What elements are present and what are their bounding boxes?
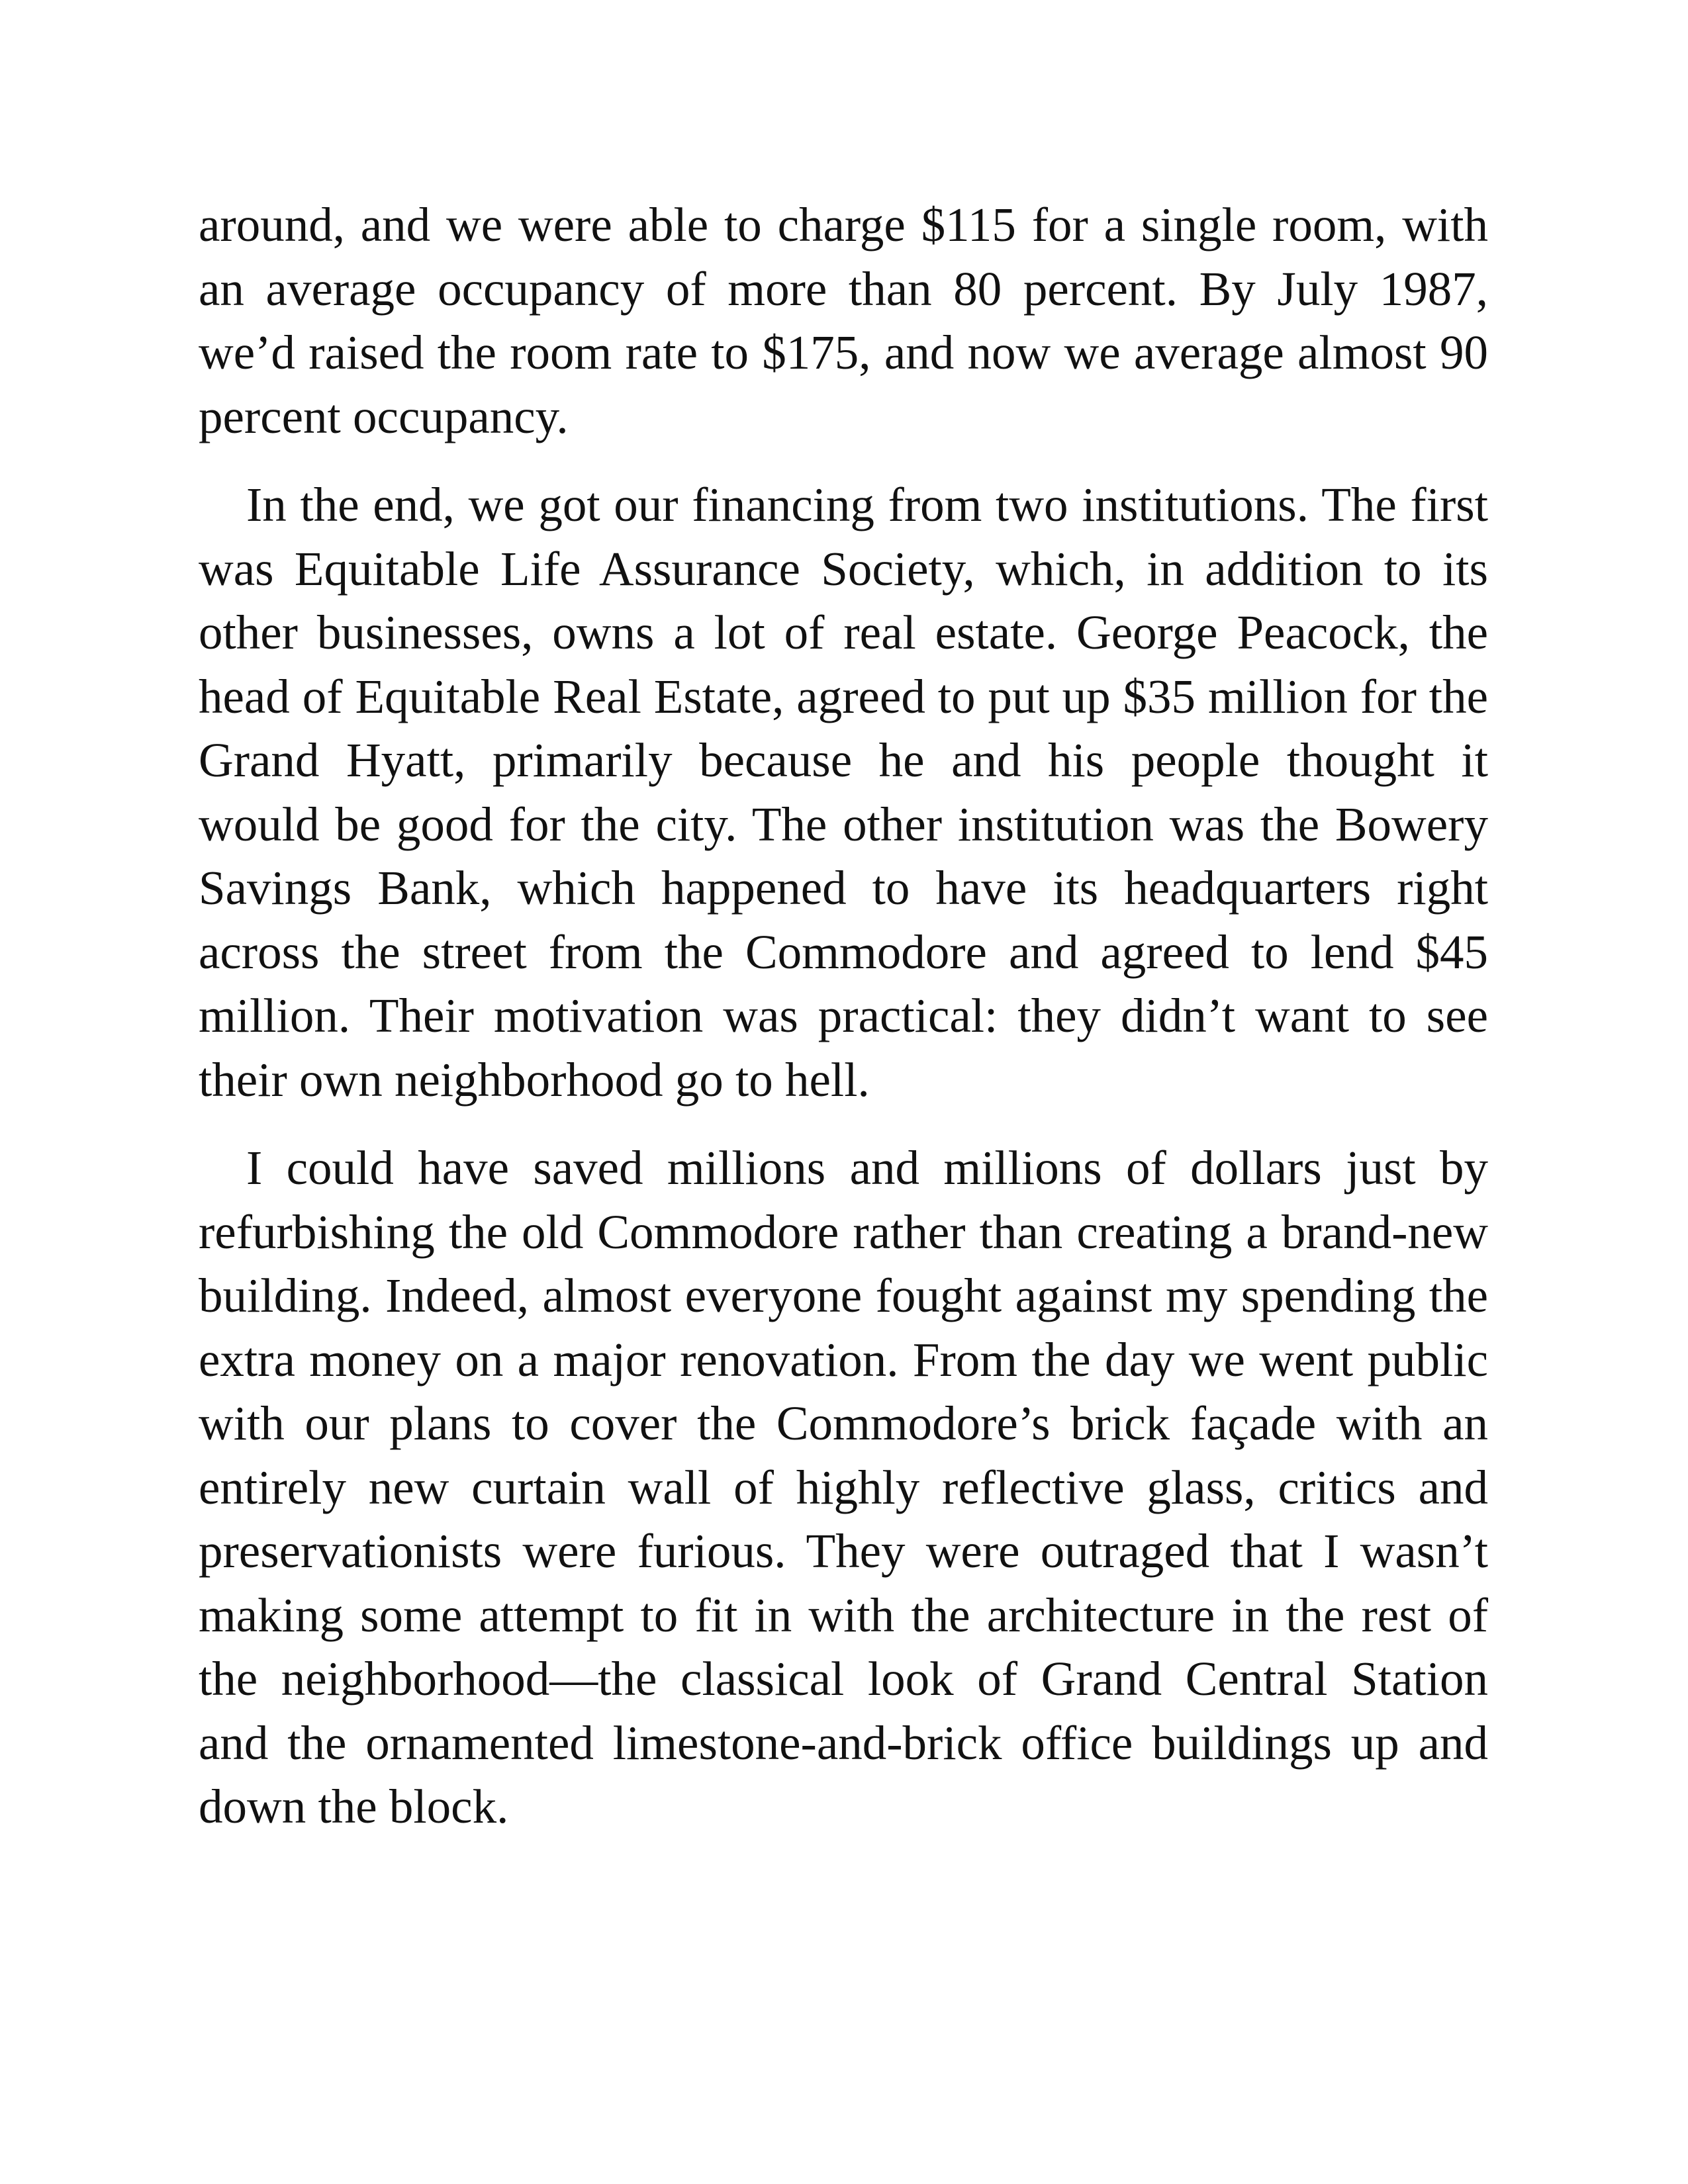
paragraph-3: I could have saved millions and millions of dollars just by refurbishing the old Commodore rather than creating a brand-new building. Indeed, almost everyone fought against my spending the extra money on a major renovation. From the day we went public with our plans to cover the Commodore’s brick façade with an entirely new curtain wall of highly reflective glass, critics and preservationists were furious. They were outraged that I wasn’t making some attempt to fit in with the architecture in the rest of the neighborhood—the classical look of Grand Central Station and the ornamented limestone-and-brick office buildings up and down the block. <box>199 1141 1488 1833</box>
paragraph-2: In the end, we got our financing from two institutions. The first was Equitable Life Assurance Society, which, in addition to its other businesses, owns a lot of real estate. George Peacock, the head of Equitable Real Estate, agreed to put up $35 million for the Grand Hyatt, primarily because he and his people thought it would be good for the city. The other institution was the Bowery Savings Bank, which happened to have its headquarters right across the street from the Commodore and agreed to lend $45 million. Their motivation was practical: they didn’t want to see their own neighborhood go to hell. <box>199 478 1488 1107</box>
paragraph-1: around, and we were able to charge $115 for a single room, with an average occupancy of more than 80 percent. By July 1987, we’d raised the room rate to $175, and now we average almost 90 percent occupancy. <box>199 198 1488 443</box>
body-text <box>199 193 1488 1864</box>
